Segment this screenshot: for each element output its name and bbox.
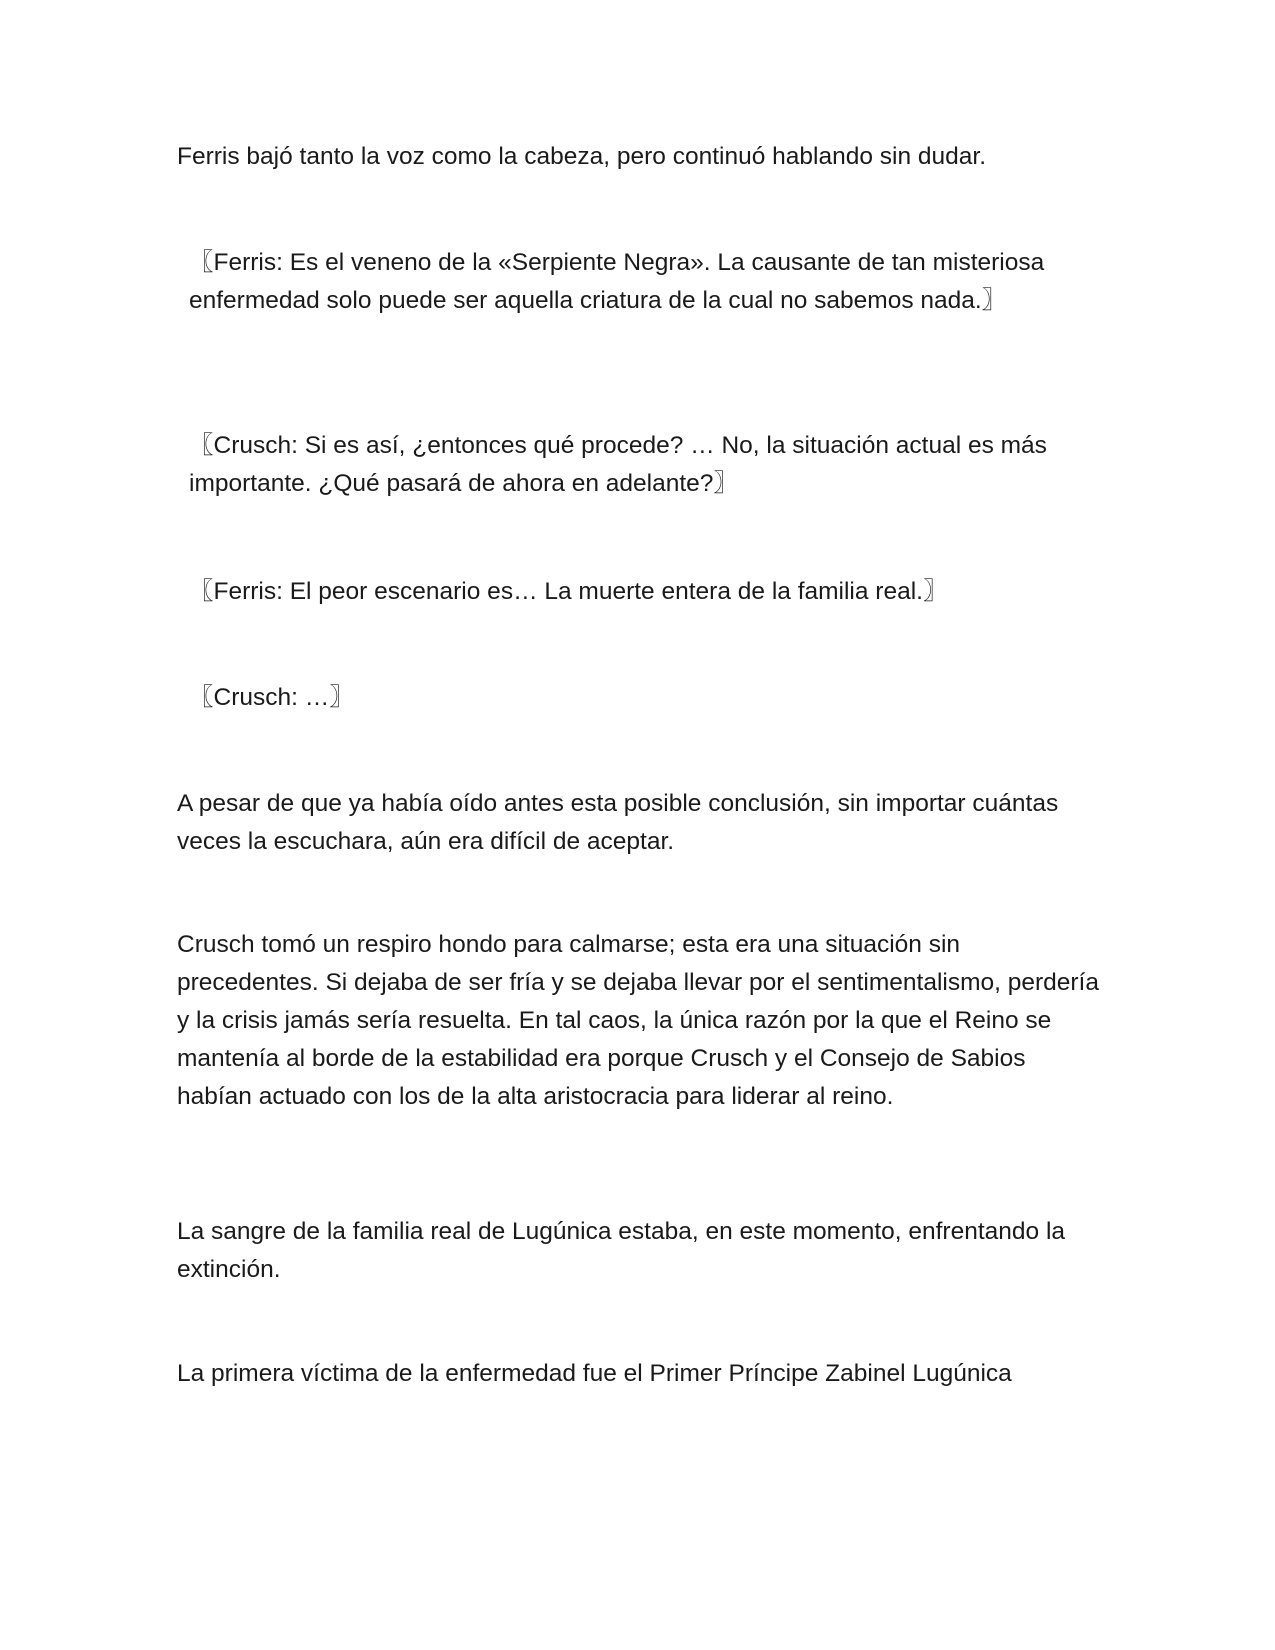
paragraph-ferris-lowers-voice: Ferris bajó tanto la voz como la cabeza, pero continuó hablando sin dudar. xyxy=(177,143,987,170)
dialogue-ferris-worst-scenario: 〖Ferris: El peor escenario es… La muerte entera de la familia real.〗 xyxy=(189,578,948,605)
dialogue-crusch-what-next: 〖Crusch: Si es así, ¿entonces qué procede? … No, la situación actual es más importante. ¿Qué pasará de ahora en adelante?〗 xyxy=(189,432,1047,497)
paragraph-crusch-calms-down: Crusch tomó un respiro hondo para calmarse; esta era una situación sin precedentes. Si dejaba de ser fría y se dejaba llevar por el sentimentalismo, perdería y la crisis jamás sería resuelta. En tal caos, la única razón por la que el Reino se mantenía al borde de la estabilidad era porque Crusch y el Consejo de Sabios habían actuado con los de la alta aristocracia para liderar al reino. xyxy=(177,931,1099,1110)
dialogue-ferris-black-serpent: 〖Ferris: Es el veneno de la «Serpiente Negra». La causante de tan misteriosa enfermedad solo puede ser aquella criatura de la cual no sabemos nada.〗 xyxy=(189,249,1045,314)
paragraph-royal-blood-extinction: La sangre de la familia real de Lugúnica estaba, en este momento, enfrentando la extinción. xyxy=(177,1218,1066,1283)
paragraph-first-victim: La primera víctima de la enfermedad fue el Primer Príncipe Zabinel Lugúnica xyxy=(177,1360,1012,1387)
paragraph-hard-to-accept: A pesar de que ya había oído antes esta posible conclusión, sin importar cuántas veces la escuchara, aún era difícil de aceptar. xyxy=(177,790,1059,855)
dialogue-crusch-silence: 〖Crusch: …〗 xyxy=(189,684,354,711)
